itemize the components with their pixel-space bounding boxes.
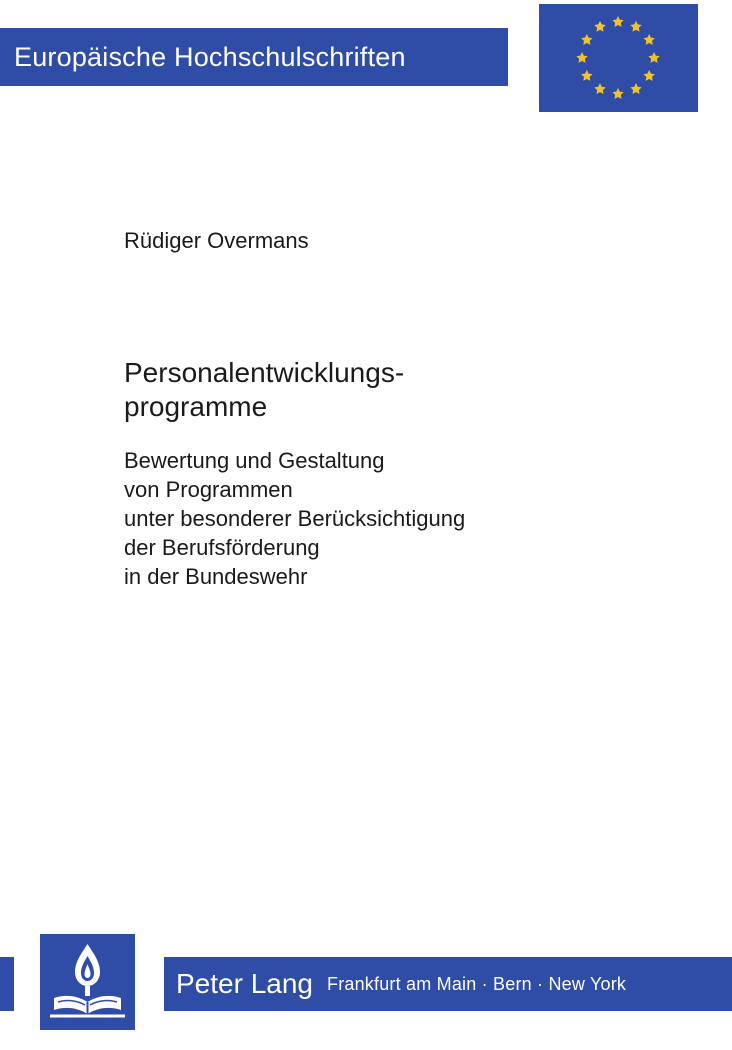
author-name: Rüdiger Overmans <box>124 228 309 253</box>
subtitle-line: in der Bundeswehr <box>124 564 308 589</box>
eu-stars-icon <box>539 4 698 112</box>
series-banner <box>0 28 508 86</box>
book-title-line: programme <box>124 391 268 422</box>
book-subtitle <box>124 446 465 591</box>
subtitle-line: unter besonderer Berücksichtigung <box>124 506 466 531</box>
series-title: Europäische Hochschulschriften <box>14 41 406 72</box>
publisher-name: Peter Lang <box>176 968 313 999</box>
subtitle-line: der Berufsförderung <box>124 535 320 560</box>
publisher-bar <box>164 957 732 1011</box>
publisher-cities: Frankfurt am Main · Bern · New York <box>327 973 627 994</box>
book-title <box>124 356 404 424</box>
book-title-line: Personalentwicklungs- <box>124 357 405 388</box>
subtitle-line: Bewertung und Gestaltung <box>124 448 385 473</box>
subtitle-line: von Programmen <box>124 477 293 502</box>
left-edge-stripe <box>0 957 14 1011</box>
publisher-flame-book-icon <box>40 934 135 1030</box>
